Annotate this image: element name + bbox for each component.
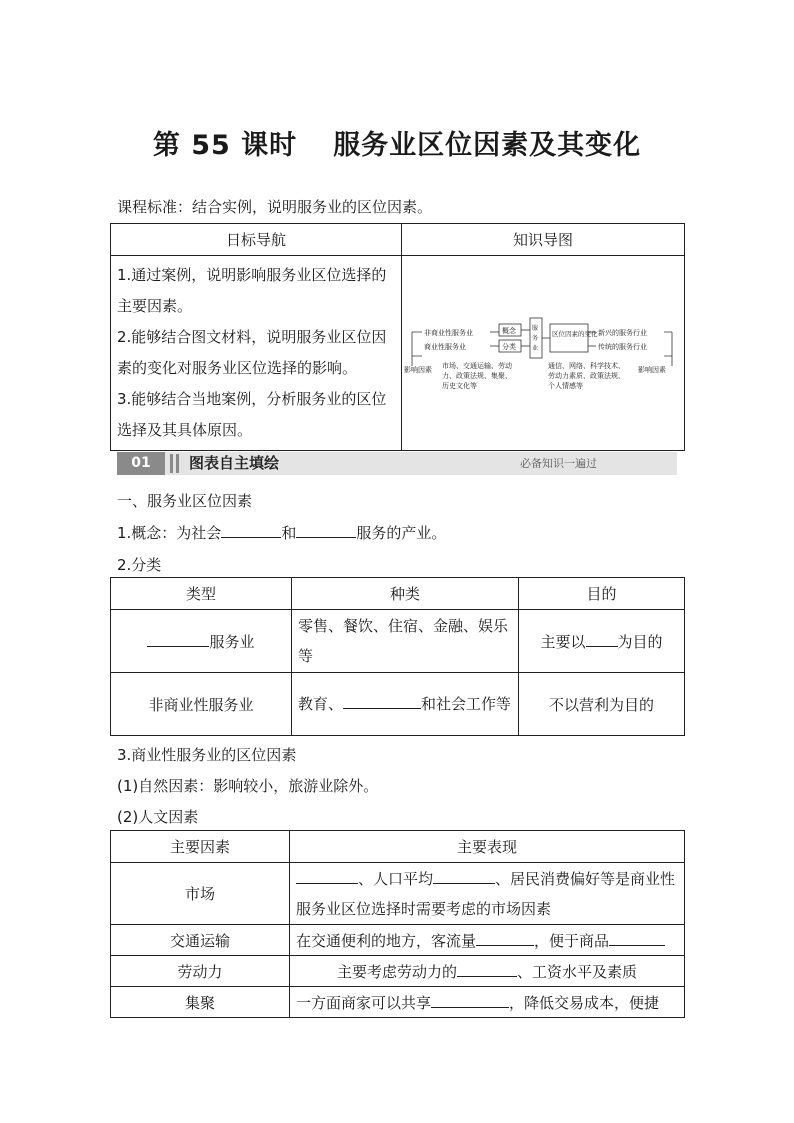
mindmap-factor-change: 区位因素的变化 [552,330,598,338]
goal-item: 2.能够结合图文材料，说明服务业区位因素的变化对服务业区位选择的影响。 [117,328,387,377]
title-topic: 服务业区位因素及其变化 [333,130,642,161]
aim-cell: 主要以 为目的 [519,610,685,673]
fill-blank[interactable] [296,869,358,884]
type-cell: 服务业 [111,610,292,673]
classification-table [110,577,685,736]
col-header: 种类 [292,578,519,610]
fill-blank[interactable] [296,523,356,538]
fill-blank[interactable] [343,694,421,709]
factor-name: 集聚 [111,987,290,1018]
factor-name: 劳动力 [111,956,290,987]
col-header: 目的 [519,578,685,610]
fill-blank[interactable] [433,869,495,884]
section-heading: 一、服务业区位因素 [117,492,253,510]
mindmap-factors-right-3: 个人情感等 [548,382,583,390]
svg-text:业: 业 [532,345,539,352]
curriculum-standard: 课程标准：结合实例，说明服务业的区位因素。 [117,198,433,216]
mindmap-influence-left: 影响因素 [404,366,432,374]
kind-cell: 零售、餐饮、住宿、金融、娱乐等 [292,610,519,673]
fill-blank[interactable] [457,962,517,977]
goals-header: 日标导航 [111,224,402,256]
factor-name: 市场 [111,863,290,925]
aim-cell: 不以营利为目的 [519,673,685,736]
goal-item: 1.通过案例，说明影响服务业区位选择的主要因素。 [117,266,387,315]
factor-table [110,830,685,1018]
concept-line: 1.概念：为社会 和 服务的产业。 [117,524,447,542]
factor-name: 交通运输 [111,925,290,956]
col-header: 主要表现 [290,831,685,863]
goal-item: 3.能够结合当地案例，分析服务业的区位选择及其具体原因。 [117,390,387,439]
mindmap-factors-right-1: 通信、网络、科学技术、 [548,362,625,370]
fill-blank[interactable] [431,993,509,1008]
mindmap-factors-left-2: 力、政策法规、集聚、 [442,372,512,380]
mindmap-classify: 分类 [502,343,516,351]
mindmap-non-commercial: 非商业性服务业 [424,329,473,337]
mindmap-factors-left-1: 市场、交通运输、劳动 [442,362,512,370]
col-header: 类型 [111,578,292,610]
type-cell: 非商业性服务业 [111,673,292,736]
mindmap-commercial: 商业性服务业 [424,343,466,351]
mindmap-traditional: 传统的服务行业 [598,343,647,351]
factor-detail: 、人口平均 、居民消费偏好等是商业性服务业区位选择时需要考虑的市场因素 [290,863,685,925]
mindmap-influence-right: 影响因素 [638,366,666,374]
mindmap-emerging: 新兴的服务行业 [598,329,647,337]
fill-blank[interactable] [147,632,209,647]
section-heading: 3.商业性服务业的区位因素 [117,746,297,764]
banner-divider [176,454,179,473]
page-title [0,123,794,162]
factor-detail: 在交通便利的地方，客流量 ，便于商品 [290,925,685,956]
title-lesson-number: 第 55 课时 [152,130,298,161]
factor-detail: 主要考虑劳动力的 、工资水平及素质 [290,956,685,987]
fill-blank[interactable] [609,931,665,946]
goals-map-table [110,223,685,451]
mindmap-cell [402,256,685,451]
natural-factor-line: (1)自然因素：影响较小，旅游业除外。 [117,777,379,795]
kind-cell: 教育、 和社会工作等 [292,673,519,736]
factor-detail: 一方面商家可以共享 ，降低交易成本，便捷 [290,987,685,1018]
mindmap-header: 知识导图 [402,224,685,256]
banner-divider [170,454,173,473]
mindmap-factors-right-2: 劳动力素质、政策法规、 [548,372,625,380]
fill-blank[interactable] [221,523,281,538]
banner-number: 01 [117,452,165,475]
knowledge-mindmap [402,260,684,446]
svg-text:务: 务 [532,335,539,342]
banner-label: 图表自主填绘 [189,454,280,472]
banner-tagline: 必备知识一遍过 [520,457,597,470]
mindmap-concept: 概念 [502,327,516,335]
col-header: 主要因素 [111,831,290,863]
fill-blank[interactable] [476,931,534,946]
goals-cell [111,256,402,451]
classify-heading: 2.分类 [117,556,162,574]
mindmap-service: 服 [532,325,539,332]
mindmap-factors-left-3: 历史文化等 [442,382,477,390]
fill-blank[interactable] [586,632,618,647]
human-factor-heading: (2)人文因素 [117,808,199,826]
section-banner [117,452,677,475]
